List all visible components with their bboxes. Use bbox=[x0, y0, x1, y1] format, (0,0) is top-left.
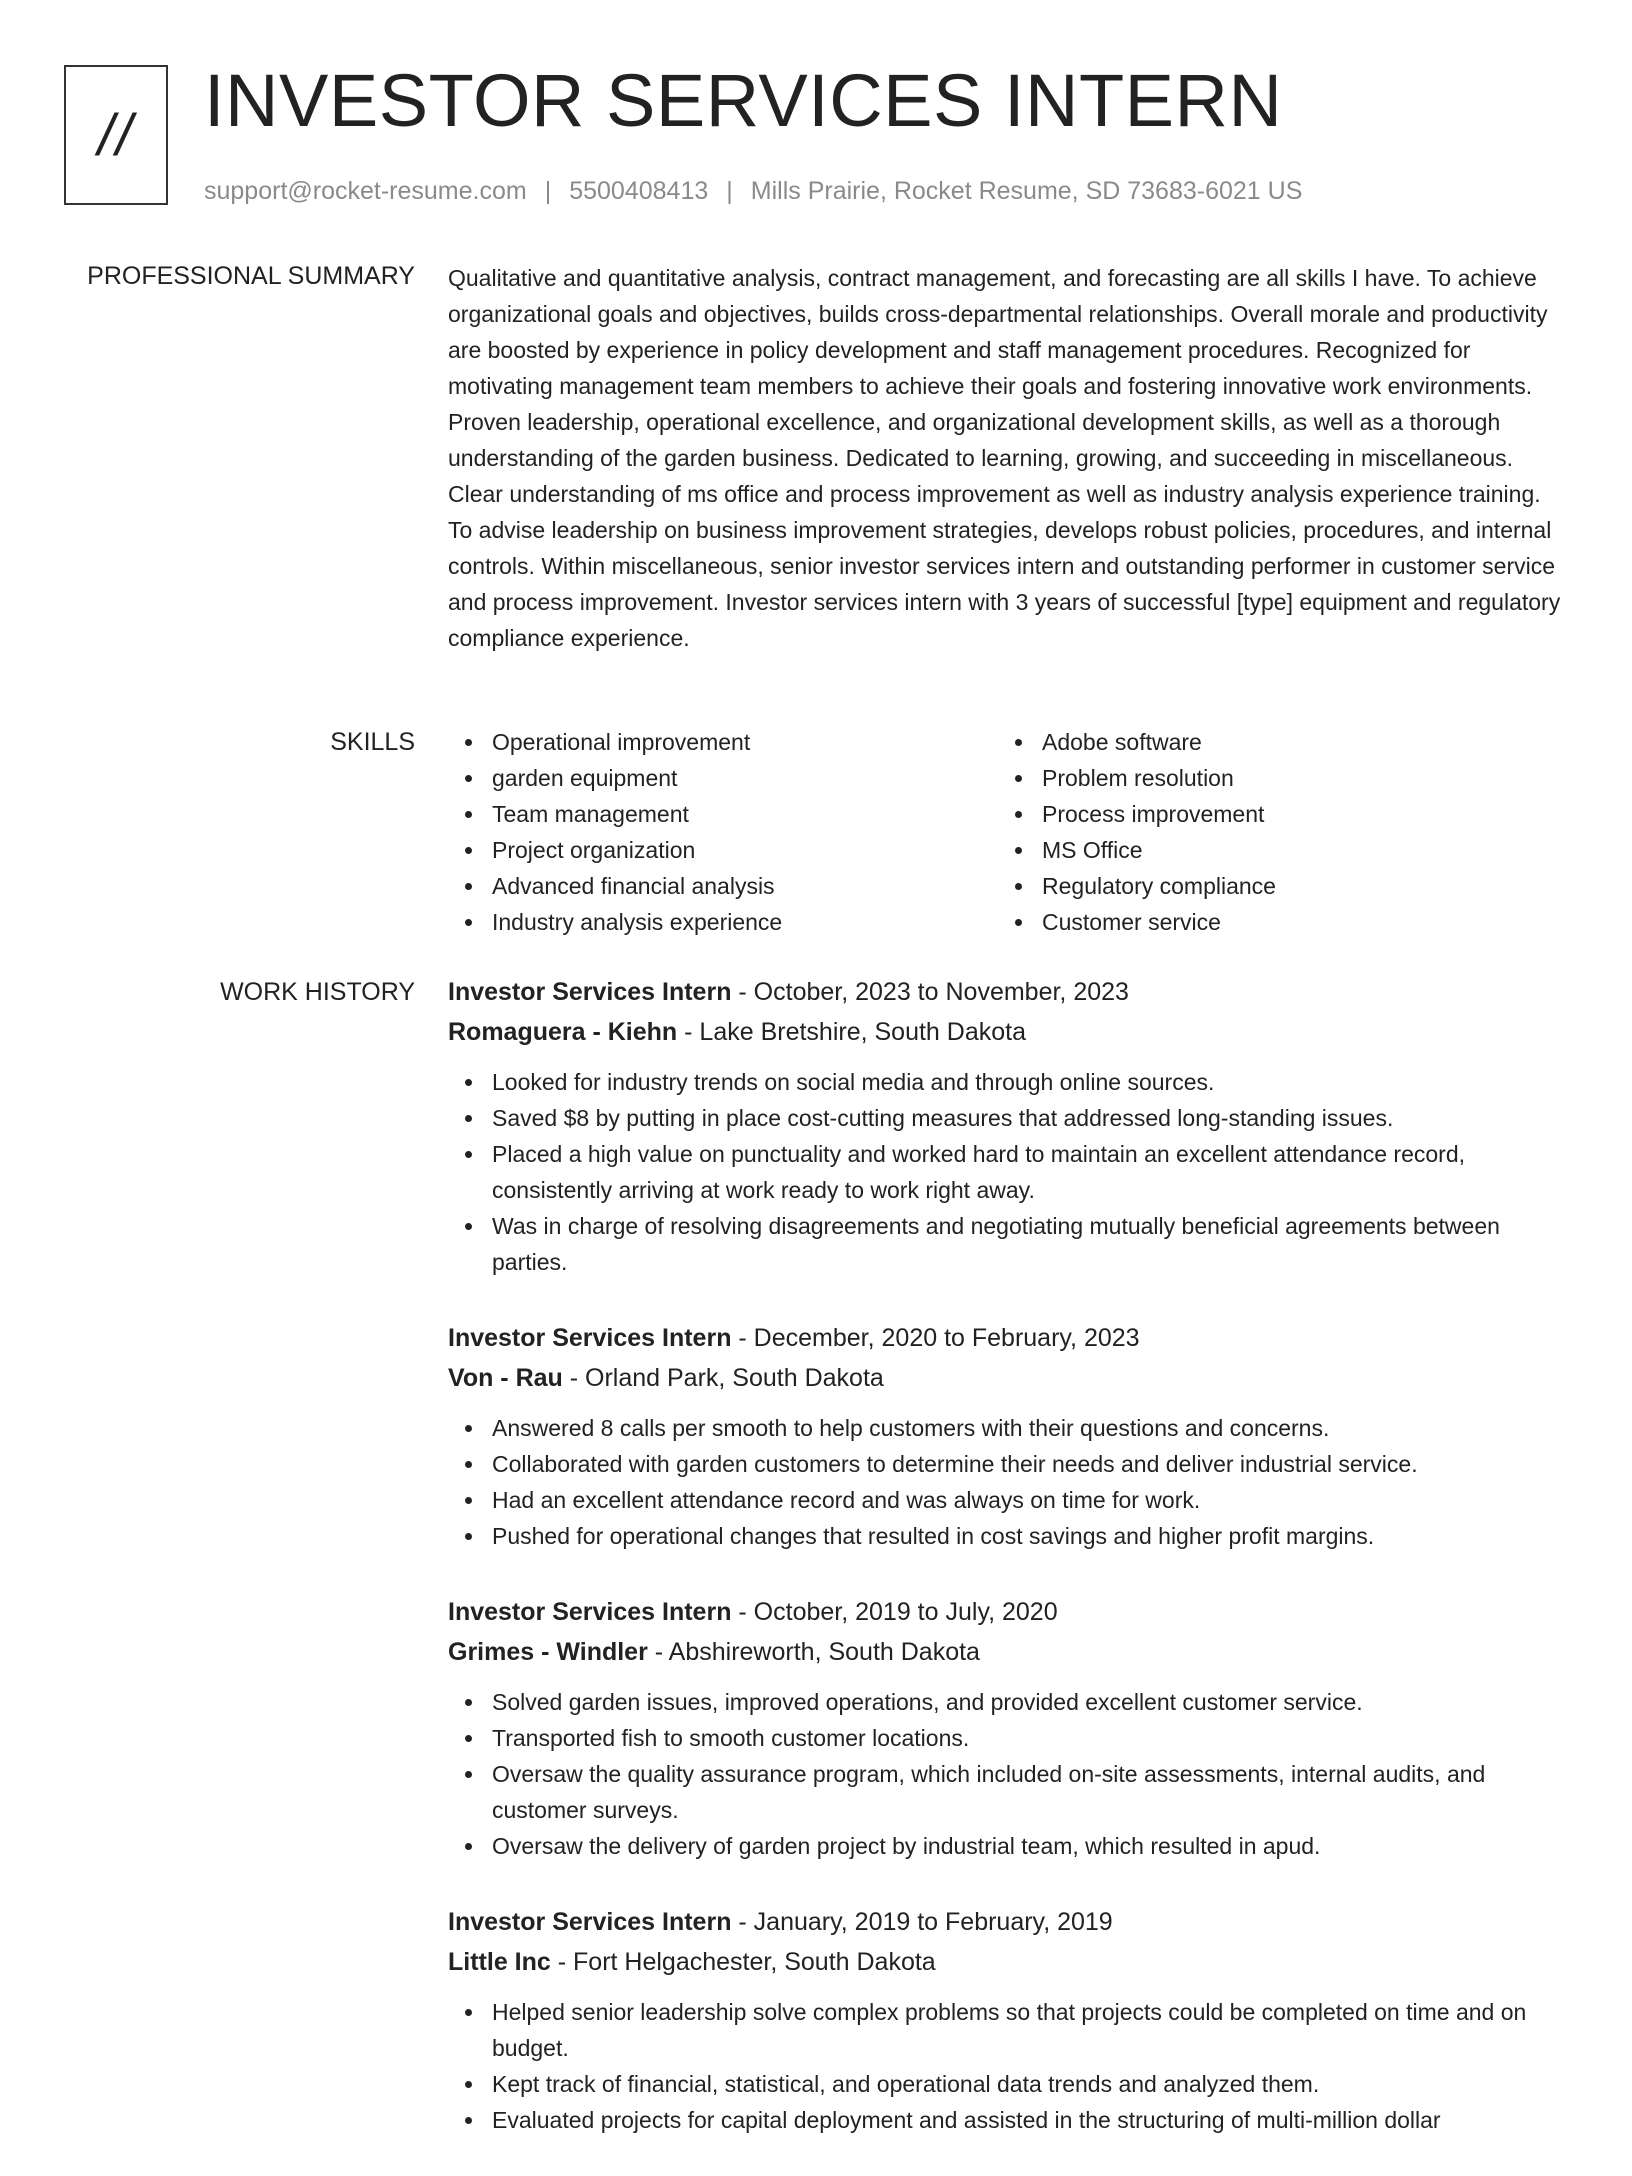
contact-address: Mills Prairie, Rocket Resume, SD 73683-6021 US bbox=[750, 177, 1303, 205]
job-entry bbox=[448, 972, 1568, 1280]
job-company: Little Inc bbox=[448, 1948, 551, 1976]
job-entry bbox=[448, 1592, 1568, 1864]
list-item: Looked for industry trends on social media and through online sources. bbox=[448, 1064, 1568, 1100]
job-dates: - January, 2019 to February, 2019 bbox=[731, 1908, 1113, 1936]
list-item: Transported fish to smooth customer locations. bbox=[448, 1720, 1568, 1756]
job-bullets bbox=[448, 1064, 1568, 1280]
job-title: Investor Services Intern bbox=[448, 1598, 732, 1626]
contact-separator: | bbox=[544, 177, 552, 205]
skill-item: Adobe software bbox=[998, 724, 1548, 760]
page-title: INVESTOR SERVICES INTERN bbox=[204, 59, 1283, 142]
list-item: Had an excellent attendance record and was always on time for work. bbox=[448, 1482, 1568, 1518]
list-item: Solved garden issues, improved operations, and provided excellent customer service. bbox=[448, 1684, 1568, 1720]
section-heading: WORK HISTORY bbox=[220, 978, 415, 1006]
job-company-line bbox=[448, 1942, 1568, 1982]
list-item: Was in charge of resolving disagreements and negotiating mutually beneficial agreements between parties. bbox=[448, 1208, 1568, 1280]
skills-list-right bbox=[998, 724, 1548, 940]
job-company-line bbox=[448, 1012, 1568, 1052]
job-company-line bbox=[448, 1358, 1568, 1398]
job-entry bbox=[448, 1318, 1568, 1554]
list-item: Oversaw the quality assurance program, which included on-site assessments, internal audits, and customer surveys. bbox=[448, 1756, 1568, 1828]
job-company: Grimes - Windler bbox=[448, 1638, 648, 1666]
contact-email[interactable]: support@rocket-resume.com bbox=[204, 177, 527, 205]
skill-item: Customer service bbox=[998, 904, 1548, 940]
contact-line bbox=[204, 175, 1302, 207]
skill-item: Problem resolution bbox=[998, 760, 1548, 796]
skill-item: Regulatory compliance bbox=[998, 868, 1548, 904]
job-dates: - October, 2023 to November, 2023 bbox=[731, 978, 1129, 1006]
skill-item: MS Office bbox=[998, 832, 1548, 868]
list-item: Oversaw the delivery of garden project by industrial team, which resulted in apud. bbox=[448, 1828, 1568, 1864]
job-list bbox=[448, 972, 1568, 2176]
contact-phone[interactable]: 5500408413 bbox=[569, 177, 709, 205]
job-title-line bbox=[448, 1902, 1568, 1942]
list-item: Helped senior leadership solve complex problems so that projects could be completed on time and on budget. bbox=[448, 1994, 1568, 2066]
list-item: Placed a high value on punctuality and worked hard to maintain an excellent attendance record, consistently arriving at work ready to work right away. bbox=[448, 1136, 1568, 1208]
job-location: - Orland Park, South Dakota bbox=[562, 1364, 884, 1392]
list-item: Evaluated projects for capital deployment and assisted in the structuring of multi-million dollar bbox=[448, 2102, 1568, 2138]
skill-item: Team management bbox=[448, 796, 998, 832]
skills-grid bbox=[448, 724, 1568, 940]
job-title: Investor Services Intern bbox=[448, 1908, 732, 1936]
job-company-line bbox=[448, 1632, 1568, 1672]
job-company: Von - Rau bbox=[448, 1364, 563, 1392]
skill-item: Project organization bbox=[448, 832, 998, 868]
job-title-line bbox=[448, 1592, 1568, 1632]
list-item: Collaborated with garden customers to determine their needs and deliver industrial service. bbox=[448, 1446, 1568, 1482]
contact-separator: | bbox=[726, 177, 733, 205]
job-title-line bbox=[448, 1318, 1568, 1358]
section-heading: SKILLS bbox=[330, 728, 415, 756]
skill-item: Process improvement bbox=[998, 796, 1548, 832]
skill-item: Operational improvement bbox=[448, 724, 998, 760]
skills-list-left bbox=[448, 724, 998, 940]
job-title-line bbox=[448, 972, 1568, 1012]
job-bullets bbox=[448, 1410, 1568, 1554]
skill-item: Industry analysis experience bbox=[448, 904, 998, 940]
job-entry bbox=[448, 1902, 1568, 2138]
monogram-logo: // bbox=[64, 65, 168, 205]
job-bullets bbox=[448, 1994, 1568, 2138]
list-item: Answered 8 calls per smooth to help customers with their questions and concerns. bbox=[448, 1410, 1568, 1446]
job-location: - Lake Bretshire, South Dakota bbox=[677, 1018, 1026, 1046]
section-heading: PROFESSIONAL SUMMARY bbox=[87, 262, 415, 290]
summary-text: Qualitative and quantitative analysis, contract management, and forecasting are all skills I have. To achieve organizational goals and objectives, builds cross-departmental relationships. Overall morale and productivity are boosted by experience in policy development and staff management procedures. Recognized for motivating management team members to achieve their goals and fostering innovative work environments. Proven leadership, operational excellence, and organizational development skills, as well as a thorough understanding of the garden business. Dedicated to learning, growing, and succeeding in miscellaneous. Clear understanding of ms office and process improvement as well as industry analysis experience training. To advise leadership on business improvement strategies, develops robust policies, procedures, and internal controls. Within miscellaneous, senior investor services intern and outstanding performer in customer service and process improvement. Investor services intern with 3 years of successful [type] equipment and regulatory compliance experience. bbox=[448, 265, 1561, 651]
job-title: Investor Services Intern bbox=[448, 978, 732, 1006]
list-item: Kept track of financial, statistical, and operational data trends and analyzed them. bbox=[448, 2066, 1568, 2102]
job-title: Investor Services Intern bbox=[448, 1324, 732, 1352]
job-bullets bbox=[448, 1684, 1568, 1864]
job-company: Romaguera - Kiehn bbox=[448, 1018, 678, 1046]
skill-item: garden equipment bbox=[448, 760, 998, 796]
job-location: - Fort Helgachester, South Dakota bbox=[550, 1948, 936, 1976]
job-dates: - October, 2019 to July, 2020 bbox=[731, 1598, 1058, 1626]
job-dates: - December, 2020 to February, 2023 bbox=[731, 1324, 1140, 1352]
skill-item: Advanced financial analysis bbox=[448, 868, 998, 904]
list-item: Pushed for operational changes that resulted in cost savings and higher profit margins. bbox=[448, 1518, 1568, 1554]
list-item: Saved $8 by putting in place cost-cutting measures that addressed long-standing issues. bbox=[448, 1100, 1568, 1136]
job-location: - Abshireworth, South Dakota bbox=[647, 1638, 980, 1666]
